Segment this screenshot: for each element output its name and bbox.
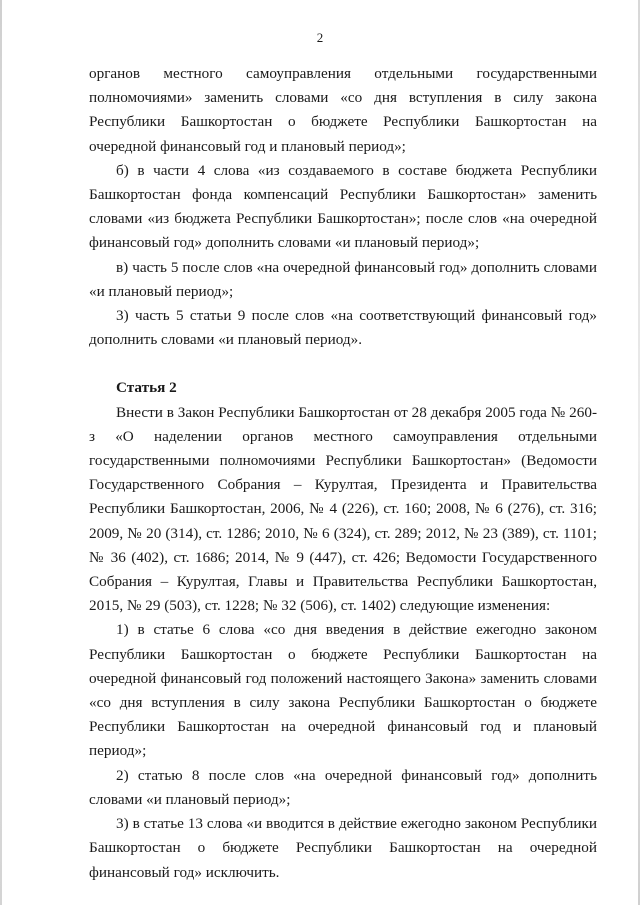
body-text xyxy=(89,62,597,885)
article-heading: Статья 2 xyxy=(116,379,177,397)
paragraph-item-v: в) часть 5 после слов «на очередной финансовый год» дополнить словами «и плановый период»; xyxy=(89,258,597,300)
paragraph-item-b: б) в части 4 слова «из создаваемого в составе бюджета Республики Башкортостан фонда компенсаций Республики Башкортостан» заменить словами «из бюджета Республики Башкортостан»; после слов «на очередной финансовый год» дополнить словами «и плановый период»; xyxy=(89,161,597,252)
page-number: 2 xyxy=(316,30,324,45)
spacer xyxy=(89,352,597,376)
article-item-2: 2) статью 8 после слов «на очередной финансовый год» дополнить словами «и плановый период»; xyxy=(89,766,597,808)
scan-edge-left xyxy=(0,0,2,905)
article-intro-paragraph: Внести в Закон Республики Башкортостан от 28 декабря 2005 года № 260-з «О наделении органов местного самоуправления отдельными государственными полномочиями Республики Башкортостан» (Ведомости Государственного Собрания – Курултая, Президента и Правительства Республики Башкортостан, 2006, № 4 (226), ст. 160; 2008, № 6 (276), ст. 316; 2009, № 20 (314), ст. 1286; 2010, № 6 (324), ст. 289; 2012, № 23 (389), ст. 1101; № 36 (402), ст. 1686; 2014, № 9 (447), ст. 426; Ведомости Государственного Собрания – Курултая, Главы и Правительства Республики Башкортостан, 2015, № 29 (503), ст. 1228; № 32 (506), ст. 1402) следующие изменения: xyxy=(89,403,597,615)
article-item-3: 3) в статье 13 слова «и вводится в действие ежегодно законом Республики Башкортостан о бюджете Республики Башкортостан на очередной финансовый год» исключить. xyxy=(89,815,597,881)
paragraph-item-3: 3) часть 5 статьи 9 после слов «на соответствующий финансовый год» дополнить словами «и плановый период». xyxy=(89,307,597,349)
paragraph-continuation: органов местного самоуправления отдельными государственными полномочиями» заменить словами «со дня вступления в силу закона Республики Башкортостан о бюджете Республики Башкортостан на очередной финансовый год и плановый период»; xyxy=(89,65,597,155)
article-item-1: 1) в статье 6 слова «со дня введения в действие ежегодно законом Республики Башкортостан о бюджете Республики Башкортостан на очередной финансовый год положений настоящего Закона» заменить словами «со дня вступления в силу закона Республики Башкортостан о бюджете Республики Башкортостан на очередной финансовый год и плановый период»; xyxy=(89,621,597,760)
